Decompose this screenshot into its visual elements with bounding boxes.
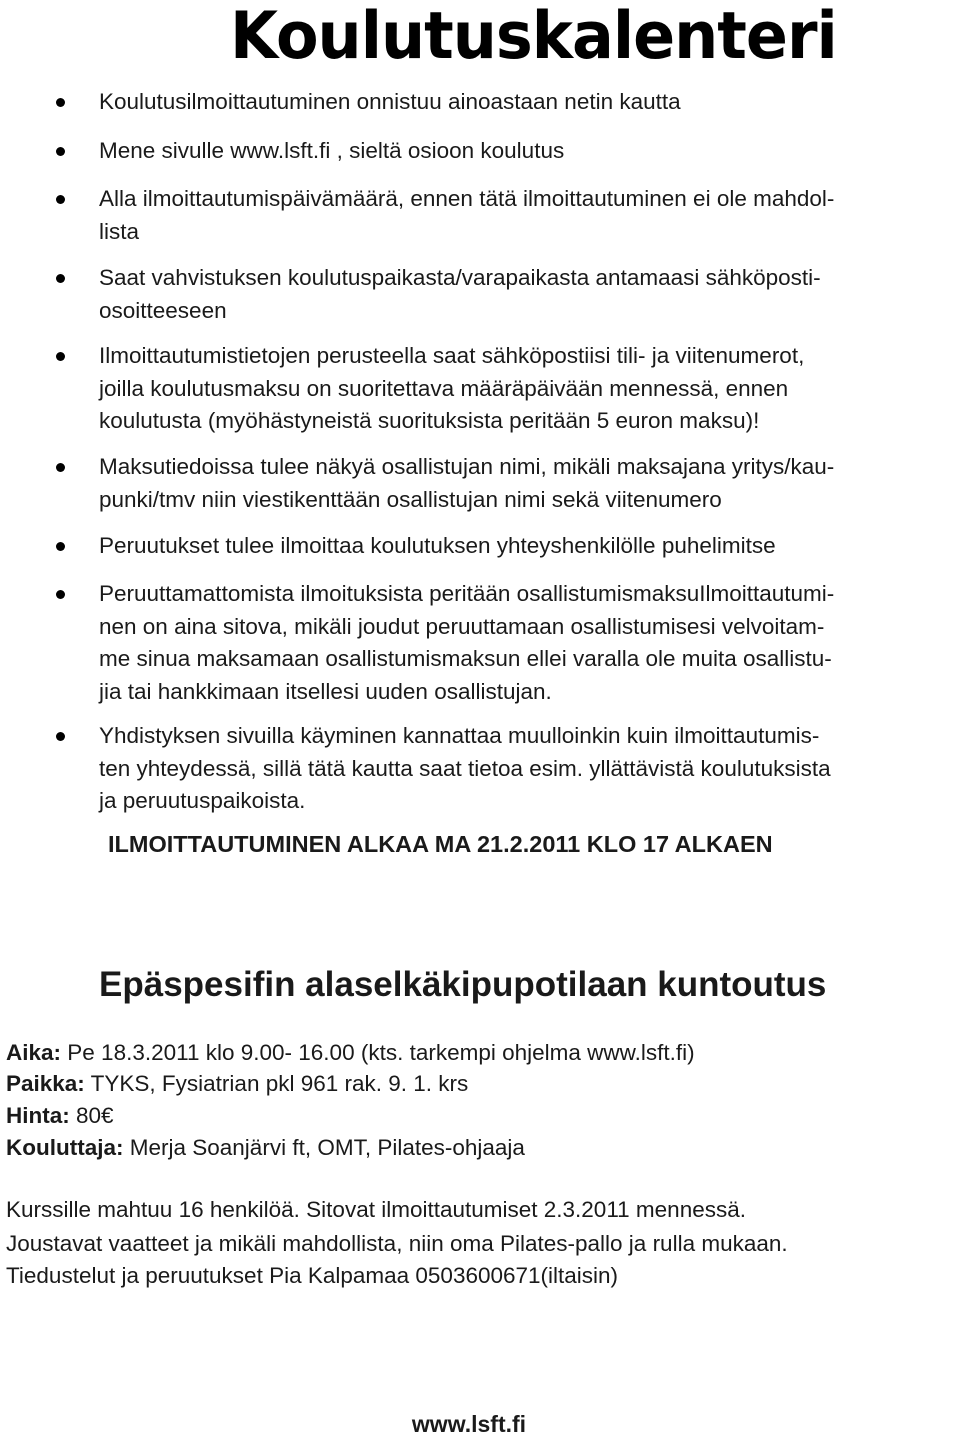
- bullet-dot-icon: [56, 590, 65, 599]
- instruction-text: Mene sivulle www.lsft.fi , sieltä osioon koulutus: [99, 138, 565, 163]
- bullet-dot-icon: [56, 274, 65, 283]
- course-time: [6, 1037, 695, 1068]
- instruction-item: [99, 578, 959, 708]
- course-price-label: Hinta:: [6, 1103, 70, 1128]
- masthead-title: Koulutuskalenteri: [230, 0, 837, 74]
- bullet-dot-icon: [56, 463, 65, 472]
- instruction-item: [99, 340, 959, 438]
- instruction-item: [99, 262, 959, 327]
- course-price-value: 80€: [69, 1103, 114, 1128]
- course-price: [6, 1100, 114, 1131]
- instruction-item: [99, 530, 959, 563]
- bullet-dot-icon: [56, 352, 65, 361]
- course-trainer-value: Merja Soanjärvi ft, OMT, Pilates-ohjaaja: [123, 1135, 525, 1160]
- instruction-text: Koulutusilmoittautuminen onnistuu ainoastaan netin kautta: [99, 89, 681, 114]
- course-note-equipment: Joustavat vaatteet ja mikäli mahdollista, niin oma Pilates-pallo ja rulla mukaan.: [6, 1231, 788, 1256]
- instruction-text: Peruuttamattomista ilmoituksista peritään osallistumismaksuIlmoittautumi- nen on aina sitova, mikäli joudut peruuttamaan osallistumisesi velvoitam- me sinua maksamaan osallistumismaksun ellei varalla ole muita osallistu- jia tai hankkimaan itsellesi uuden osallistujan.: [99, 581, 835, 704]
- course-time-label: Aika:: [6, 1040, 62, 1065]
- course-trainer-label: Kouluttaja:: [6, 1135, 124, 1160]
- course-place-value: TYKS, Fysiatrian pkl 961 rak. 9. 1. krs: [84, 1071, 469, 1096]
- course-place: [6, 1068, 468, 1099]
- instruction-item: [99, 720, 959, 818]
- instruction-item: [99, 86, 959, 119]
- course-note-contact: Tiedustelut ja peruutukset Pia Kalpamaa 0503600671(iltaisin): [6, 1263, 619, 1288]
- bullet-dot-icon: [56, 732, 65, 741]
- instruction-text: Yhdistyksen sivuilla käyminen kannattaa muulloinkin kuin ilmoittautumis- ten yhteydessä, sillä tätä kautta saat tietoa esim. yllättävistä koulutuksista ja peruutuspaikoista.: [99, 723, 831, 813]
- footer-website-link[interactable]: www.lsft.fi: [411, 1411, 527, 1437]
- instruction-text: Maksutiedoissa tulee näkyä osallistujan nimi, mikäli maksajana yritys/kau- punki/tmv niin viestikenttään osallistujan nimi sekä viitenumero: [99, 454, 835, 512]
- instruction-item: [99, 183, 959, 248]
- course-trainer: [6, 1132, 525, 1163]
- instruction-text: Peruutukset tulee ilmoittaa koulutuksen yhteyshenkilölle puhelimitse: [99, 533, 776, 558]
- bullet-dot-icon: [56, 195, 65, 204]
- instruction-item: [99, 451, 959, 516]
- instruction-item: [99, 135, 959, 168]
- course-time-value: Pe 18.3.2011 klo 9.00- 16.00 (kts. tarkempi ohjelma www.lsft.fi): [61, 1040, 695, 1065]
- instruction-text: Ilmoittautumistietojen perusteella saat sähköpostiisi tili- ja viitenumerot, joilla koulutusmaksu on suoritettava määräpäivään mennessä, ennen koulutusta (myöhästyneistä suorituksista peritään 5 euron maksu)!: [99, 343, 805, 433]
- bullet-dot-icon: [56, 147, 65, 156]
- course-title: Epäspesifin alaselkäkipupotilaan kuntoutus: [99, 965, 827, 1004]
- registration-start-notice: ILMOITTAUTUMINEN ALKAA MA 21.2.2011 KLO 17 ALKAEN: [108, 831, 773, 857]
- bullet-dot-icon: [56, 542, 65, 551]
- bullet-dot-icon: [56, 98, 65, 107]
- course-place-label: Paikka:: [6, 1071, 85, 1096]
- course-note-capacity: Kurssille mahtuu 16 henkilöä. Sitovat ilmoittautumiset 2.3.2011 mennessä.: [6, 1197, 746, 1222]
- instruction-text: Saat vahvistuksen koulutuspaikasta/varapaikasta antamaasi sähköposti- osoitteeseen: [99, 265, 821, 323]
- instruction-text: Alla ilmoittautumispäivämäärä, ennen tätä ilmoittautuminen ei ole mahdol- lista: [99, 186, 835, 244]
